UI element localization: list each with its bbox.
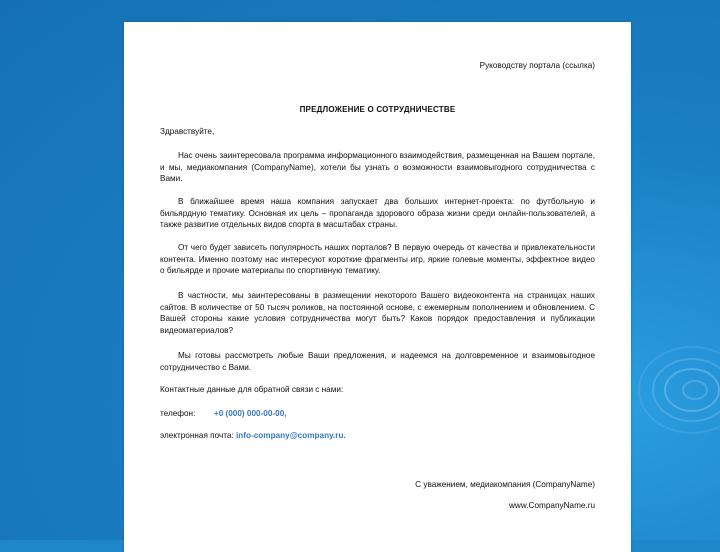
paragraph-1 [160,150,595,185]
signature-line: С уважением, медиакомпания (CompanyName) [415,480,595,489]
paragraph-text: Мы готовы рассмотреть любые Ваши предложения, и надеемся на долговременное и взаимовыгодное сотрудничество с Вами. [160,351,595,372]
email-link[interactable]: info-company@company.ru. [236,431,346,440]
contact-intro [160,384,595,396]
paragraph-2 [160,196,595,231]
phone-value[interactable]: +0 (000) 000-00-00, [213,409,287,418]
greeting-text: Здравствуйте, [160,127,215,136]
phone-label: телефон: [160,409,196,418]
phone-line [160,408,595,420]
letter-document [124,22,631,552]
paragraph-3 [160,242,595,277]
contact-intro-text: Контактные данные для обратной связи с нами: [160,385,344,394]
paragraph-5 [160,350,595,373]
document-title: ПРЕДЛОЖЕНИЕ О СОТРУДНИЧЕСТВЕ [299,105,456,114]
paragraph-text: В ближайшее время наша компания запускает два больших интернет-проекта: по футбольную и бильярдную тематику. Основная их цель – пропаганда здорового образа жизни среди онлайн-пользователей, а также развитие отдельных видов спорта в масштабах страны. [160,197,595,229]
portal-link[interactable]: Руководству портала (ссылка) [479,61,595,70]
website-link[interactable]: www.CompanyName.ru [509,501,595,510]
paragraph-text: От чего будет зависеть популярность наших порталов? В первую очередь от качества и привлекательности контента. Именно поэтому нас интересуют короткие фрагменты игр, яркие голевые моменты, эффектное видео о бильярде и прочие материалы по спортивную тематику. [160,243,595,275]
water-ripple-decoration [682,380,708,400]
email-line [160,430,595,442]
paragraph-text: В частности, мы заинтересованы в размещении некоторого Вашего видеоконтента на страницах наших сайтов. В количестве от 50 тысяч роликов, на постоянной основе, с ежемерным пополнением и обновлением. С Вашей стороны какие условия сотрудничества могут быть? Каков порядок предоставления и публикации видеоматериалов? [160,291,595,335]
greeting [160,126,595,138]
email-label: электронная почта: [160,431,234,440]
paragraph-4 [160,290,595,336]
paragraph-text: Нас очень заинтересовала программа информационного взаимодействия, размещенная на Вашем портале, и мы, медиакомпания (CompanyName), хотели бы узнать о возможности взаимовыгодного сотрудничества с Вами. [160,151,595,183]
